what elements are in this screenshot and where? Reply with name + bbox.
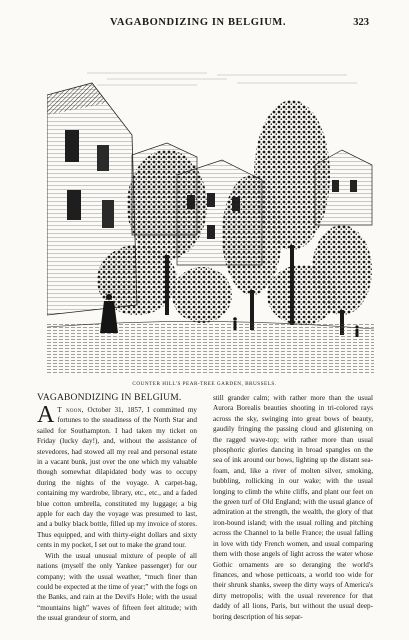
right-column	[213, 393, 373, 622]
opening-paragraph	[37, 402, 198, 551]
left-paragraph-2: With the usual unusual mixture of people of all nations (myself the only Yankee passenger) for our company; with the usual weather, “much finer than could be expected at the time of year;” with the fogs on the Banks, and rain at the Devil's Hole; with the usual “mountains high” waves of fifteen feet altitude; with the usual grandeur of storm, and	[37, 551, 197, 623]
running-title: VAGABONDIZING IN BELGIUM.	[110, 17, 287, 28]
garden-engraving	[47, 65, 374, 375]
page-number: 323	[353, 17, 369, 28]
right-paragraph: still grander calm; with rather more than the usual Aurora Borealis beauties shooting in tri-colored rays across the sky, swinging into great bows of beauty, gaudily fringing the passing cloud and glistening on the ragged wave-top; with rather more than usual phosphoric glories dancing in broad spangles on the sea of ink around our bows, lighting up the distant sea-foam, and, like a river of molten silver, smoking, bubbling, rollicking in our wake; with the usual longing to climb the white cliffs, and plant our feet on the green turf of Old England; with the usual glance of admiration at the strength, the wealth, the glory of that iron-bound island; with the usual rolling and pitching across the Channel to la belle France; the usual falling in love with tidy French women, and usual comparing them with those angels of light across the water whose Gothic ornaments are so deranging the world's finances, and whose petticoats, a world too wide for their shrunk shanks, sweep the dirty ways of America's dirty metropolis; with the usual reverence for that daddy of all lions, Paris, but without the usual deep-boring description of his separ-	[213, 394, 373, 621]
left-paragraph-1: October 31, 1857, I committed my fortunes to the steadiness of the North Star and sailed for Southampton. I had taken my ticket on Friday (lucky day!), and, without the assistance of stevedores, had stowed all my real and personal estate in a vacant bunk, just over the one which my valuable though somewhat dilapidated body was to occupy during the nights of the voyage. A carpet-bag, containing my wardrobe, library, etc., etc., and a faded blue cotton umbrella, constituted my luggage; a big apple for each day the voyage was presumed to last, and a bulky black bottle, filled up my invoice of stores. Thus equipped, and with thirty-eight dollars and sixty cents in my pocket, I set out to make the grand tour.	[37, 406, 198, 550]
running-head	[0, 17, 409, 31]
opening-smallcaps: T noon,	[57, 406, 84, 414]
illustration-caption: COUNTER HILL'S PEAR-TREE GARDEN, BRUSSELS.	[132, 381, 277, 387]
drop-cap: A	[37, 402, 55, 428]
left-column	[37, 393, 197, 624]
article-title: VAGABONDIZING IN BELGIUM.	[37, 393, 182, 403]
